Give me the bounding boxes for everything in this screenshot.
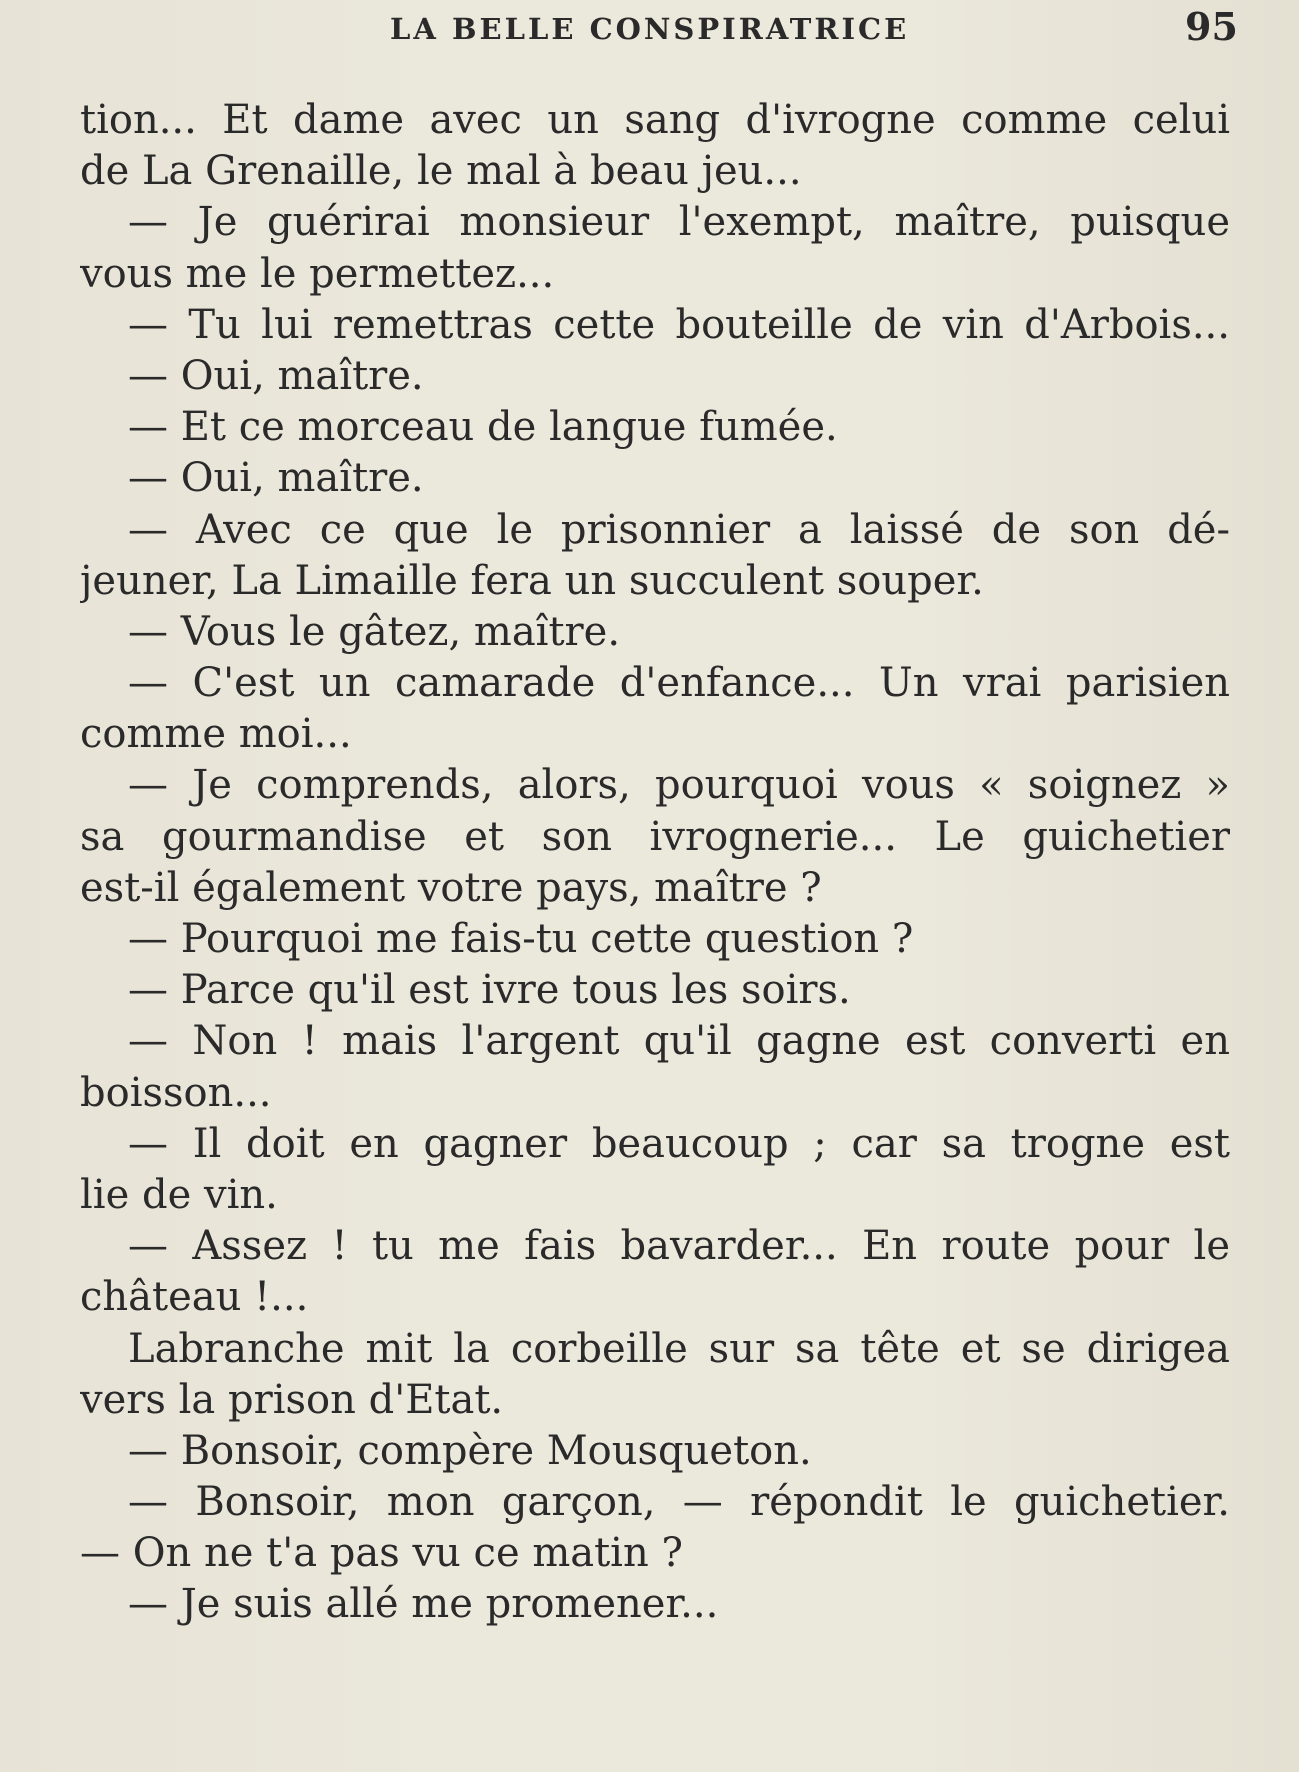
- text-line: lie de vin.: [80, 1171, 278, 1218]
- page-body: [80, 95, 1230, 1631]
- text-line: — Oui, maître.: [128, 352, 424, 399]
- text-line: de La Grenaille, le mal à beau jeu...: [80, 148, 802, 195]
- text-line: comme moi...: [80, 711, 352, 758]
- text-line: — Parce qu'il est ivre tous les soirs.: [128, 967, 851, 1014]
- text-line: est-il également votre pays, maître ?: [80, 864, 822, 911]
- text-line: sa gourmandise et son ivrognerie... Le guichetier: [80, 813, 1230, 860]
- text-line: — Pourquoi me fais-tu cette question ?: [128, 916, 914, 962]
- text-line: vers la prison d'Etat.: [80, 1376, 504, 1423]
- text-line: — Vous le gâtez, maître.: [128, 608, 621, 655]
- text-line: vous me le permettez...: [80, 250, 555, 297]
- text-line: — Tu lui remettras cette bouteille de vin d'Arbois...: [128, 301, 1230, 348]
- page-number: 95: [1185, 4, 1238, 49]
- page-header: [0, 4, 1299, 50]
- text-line: — On ne t'a pas vu ce matin ?: [80, 1530, 683, 1577]
- text-line: — Avec ce que le prisonnier a laissé de son dé-: [128, 506, 1230, 553]
- text-line: boisson...: [80, 1069, 272, 1116]
- text-line: — Assez ! tu me fais bavarder... En route pour le: [128, 1223, 1230, 1270]
- text-line: — Il doit en gagner beaucoup ; car sa trogne est: [128, 1120, 1230, 1167]
- text-line: — Non ! mais l'argent qu'il gagne est converti en: [128, 1018, 1230, 1065]
- text-line: tion... Et dame avec un sang d'ivrogne comme celui: [80, 97, 1230, 143]
- text-line: — Bonsoir, mon garçon, — répondit le guichetier.: [128, 1479, 1230, 1526]
- text-line: — Je suis allé me promener...: [128, 1581, 719, 1628]
- text-line: Labranche mit la corbeille sur sa tête et se dirigea: [128, 1325, 1230, 1372]
- text-line: — Je comprends, alors, pourquoi vous « soignez »: [128, 762, 1230, 809]
- text-line: château !...: [80, 1274, 309, 1321]
- text-line: — Oui, maître.: [128, 455, 424, 502]
- text-line: — Je guérirai monsieur l'exempt, maître, puisque: [128, 199, 1230, 246]
- text-line: — Bonsoir, compère Mousqueton.: [128, 1427, 812, 1474]
- running-title: LA BELLE CONSPIRATRICE: [390, 12, 910, 46]
- text-line: — Et ce morceau de langue fumée.: [128, 404, 838, 451]
- text-line: jeuner, La Limaille fera un succulent souper.: [80, 557, 984, 604]
- text-line: — C'est un camarade d'enfance... Un vrai parisien: [128, 660, 1230, 707]
